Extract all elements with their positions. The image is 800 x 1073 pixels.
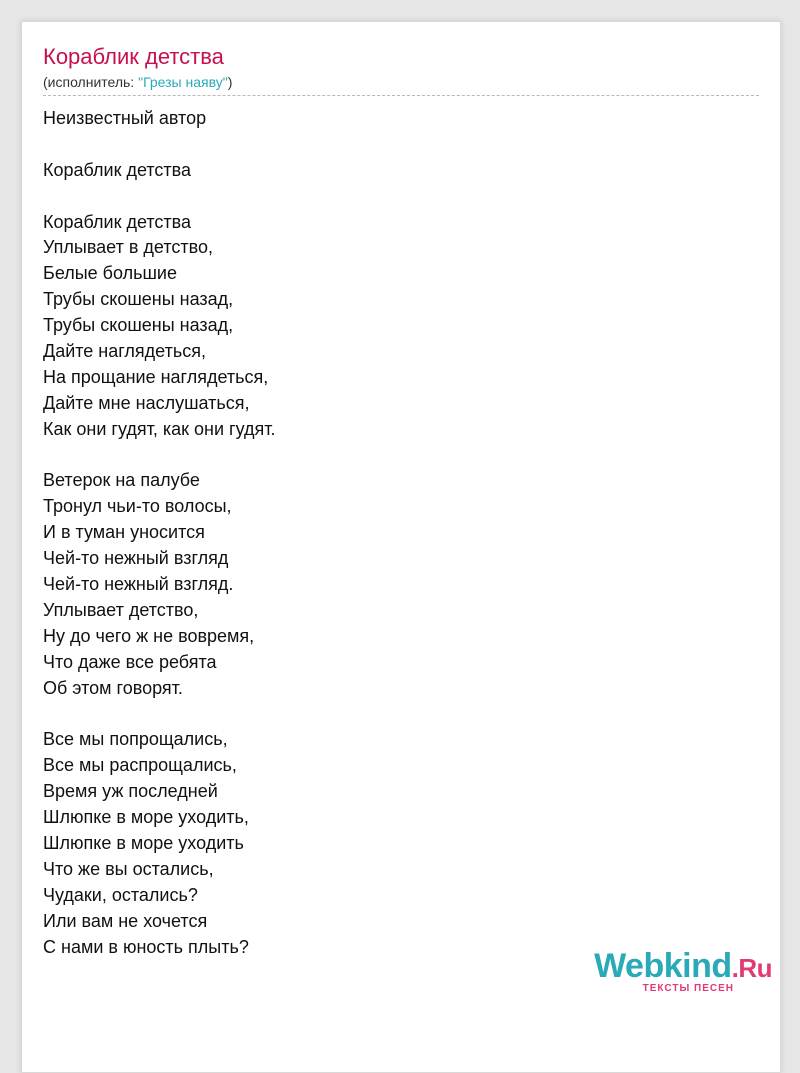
lyric-line: Как они гудят, как они гудят. — [43, 418, 276, 439]
lyric-line: Кораблик детства — [43, 159, 192, 180]
song-title: Кораблик детства — [43, 44, 224, 69]
lyric-line: Трубы скошены назад, — [43, 315, 234, 336]
logo-tagline: ТЕКСТЫ ПЕСЕН — [642, 983, 734, 994]
header-divider — [43, 95, 759, 96]
lyric-line: Ну до чего ж не вовремя, — [43, 625, 255, 646]
lyric-line: Чей-то нежный взгляд. — [43, 574, 234, 595]
artist-link[interactable]: "Грезы наяву" — [138, 74, 228, 90]
webkind-logo — [594, 949, 772, 994]
lyrics-text — [43, 106, 743, 960]
lyric-line: Кораблик детства — [43, 211, 192, 232]
stanza-gap — [43, 132, 743, 158]
logo-tld: .Ru — [731, 953, 772, 983]
lyric-line: Трубы скошены назад, — [43, 289, 234, 310]
artist-line — [43, 74, 232, 90]
lyric-line: Шлюпке в море уходить — [43, 832, 244, 853]
artist-suffix: ) — [227, 74, 233, 90]
stanza-gap — [43, 184, 743, 210]
lyric-line: Об этом говорят. — [43, 677, 183, 698]
lyric-line: Что же вы остались, — [43, 858, 214, 879]
lyric-line: С нами в юность плыть? — [43, 936, 249, 957]
lyric-line: Дайте наглядеться, — [43, 341, 206, 362]
lyric-line: Все мы распрощались, — [43, 755, 237, 776]
lyric-line: Неизвестный автор — [43, 108, 207, 128]
lyrics-page — [21, 21, 781, 1073]
lyric-line: Чей-то нежный взгляд — [43, 548, 229, 569]
lyric-line: На прощание наглядеться, — [43, 366, 269, 387]
lyric-line: Белые большие — [43, 263, 177, 284]
lyric-line: Уплывает в детство, — [43, 237, 213, 258]
lyric-line: Уплывает детство, — [43, 599, 199, 620]
artist-prefix: (исполнитель: — [43, 74, 139, 90]
lyric-line: Время уж последней — [43, 781, 218, 802]
stanza-gap — [43, 443, 743, 469]
logo-name: Webkind — [594, 947, 732, 985]
lyric-line: Все мы попрощались, — [43, 729, 228, 750]
lyric-line: Чудаки, остались? — [43, 884, 198, 905]
stanza-gap — [43, 701, 743, 727]
lyric-line: Что даже все ребята — [43, 651, 217, 672]
lyric-line: Или вам не хочется — [43, 910, 208, 931]
lyric-line: Дайте мне наслушаться, — [43, 392, 250, 413]
lyric-line: Тронул чьи-то волосы, — [43, 496, 232, 517]
lyric-line: И в туман уносится — [43, 522, 205, 543]
lyric-line: Ветерок на палубе — [43, 470, 200, 491]
lyric-line: Шлюпке в море уходить, — [43, 807, 249, 828]
